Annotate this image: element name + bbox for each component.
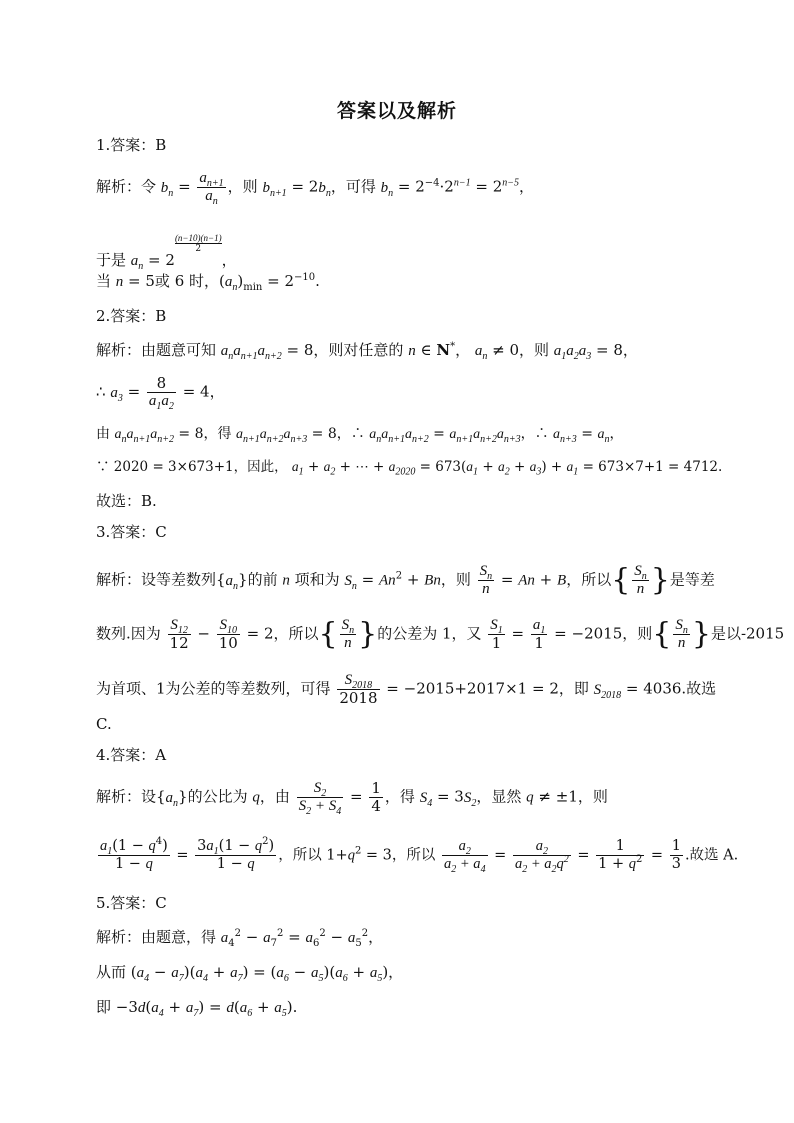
answer-2: 2.答案：B — [96, 307, 167, 325]
page-title: 答案以及解析 — [336, 100, 457, 122]
q3-line-1: 解析：设等差数列$\{a_n\}$的前 n 项和为 $S_n = An^2 + Bn$，则 $\frac{S_n}{n}$ = An + B，所以{ $\frac{S_n}{n}$ }是等差 — [96, 562, 715, 598]
fraction: $\frac{S_{12}}{12}$ — [169, 617, 189, 652]
q1-line-3: 当 n = 5或 6 时，$(a_n)_{min} = 2^{-10}$. — [96, 272, 320, 293]
q3-line-4: C. — [96, 715, 112, 733]
q5-line-3: 即 $-3d(a_4 + a_7) = d(a_6 + a_5)$. — [96, 998, 298, 1019]
fraction: $\frac{S_{10}}{10}$ — [218, 617, 238, 652]
q3-line-3: 为首项、1为公差的等差数列，可得 $\frac{S_{2018}}{2018}$ = −2015+2017×1 = 2，即 $S_{2018} = 4036$.故选 — [96, 672, 717, 707]
answer-3: 3.答案：C — [96, 523, 167, 541]
fraction: $\frac{a_{n+1}}{a_n}$ — [199, 170, 224, 207]
q5-line-2: 从而 $(a_4 - a_7)(a_4 + a_7) = (a_6 - a_5)(a_6 + a_5)$， — [96, 963, 404, 984]
q3-line-2: 数列.因为 $\frac{S_{12}}{12}$ − $\frac{S_{10}}{10}$ = 2，所以{ $\frac{S_n}{n}$ }的公差为 1，又 $\frac{S_1}{1}$ = $\frac{a_1}{1}$ = −2015，则{ $\frac{S_n}{n}$ }是以-2015 — [96, 616, 785, 652]
q2-line-5: 故选：B. — [96, 492, 157, 510]
q5-line-1: 解析：由题意，得 $a_4^2 - a_7^2 = a_6^2 - a_5^2$， — [96, 928, 384, 949]
answer-4: 4.答案：A — [96, 746, 167, 764]
solution-label: 解析：令 — [96, 177, 157, 196]
q2-line-4: ∵ 2020 = 3×673+1，因此， $a_1 + a_2$ + ⋯ + $a_{2020} = 673(a_1 + a_2 + a_3) + a_1 = 673\times 7+1 = 4712$. — [96, 459, 723, 478]
q1-line-1: 解析：令 $b_n$ = $\frac{a_{n+1}}{a_n}$ ，则 $b_{n+1} = 2b_n$，可得 $b_n = 2^{-4}\cdot 2^{n-1} = 2^{n-5}$， — [96, 170, 535, 207]
fraction: $\frac{a_1(1 - q^4)}{1 - q}$ — [100, 836, 168, 872]
q1-line-2: 于是 $a_n = 2$ $\frac{(n-10)(n-1)}{2}$ ， — [96, 233, 237, 272]
answer-1: 1.答案：B — [96, 136, 167, 154]
q2-line-3: 由 $a_na_{n+1}a_{n+2} = 8$，得 $a_{n+1}a_{n+2}a_{n+3} = 8$，∴ $a_na_{n+1}a_{n+2} = a_{n+1}a_{n+2}a_{n+3}$，∴ $a_{n+3} = a_n$， — [96, 426, 624, 445]
q2-line-2: ∴ $a_3$ = $\frac{8}{a_1a_2}$ = 4， — [96, 374, 225, 412]
fraction: $\frac{3a_1(1 - q^2)}{1 - q}$ — [197, 836, 275, 872]
q4-line-2: $\frac{a_1(1 - q^4)}{1 - q}$ = $\frac{3a_1(1 - q^2)}{1 - q}$ ，所以 $1+q^2 = 3$，所以 $\frac{a_2}{a_2 + a_4}$ = $\frac{a_2}{a_2 + a_2q^2}$ = $\frac{1}{1 + q^2}$ = $\frac{1}{3}$ .故选 A. — [100, 836, 739, 875]
fraction: $\frac{S_n}{n}$ — [479, 563, 493, 597]
fraction: $\frac{S_{2018}}{2018}$ — [339, 672, 378, 707]
answer-5: 5.答案：C — [96, 894, 167, 912]
q2-line-1: 解析：由题意可知 $a_na_{n+1}a_{n+2} = 8$，则对任意的 n ∈ N*， $a_n \ne 0$，则 $a_1a_2a_3 = 8$， — [96, 341, 638, 362]
fraction: $\frac{S_2}{S_2 + S_4}$ — [298, 780, 342, 817]
q4-line-1: 解析：设$\{a_n\}$的公比为 q，由 $\frac{S_2}{S_2 + S_4}$ = $\frac{1}{4}$ ，得 $S_4 = 3S_2$，显然 q ≠ ±1，则 — [96, 779, 608, 817]
fraction: $\frac{8}{a_1a_2}$ — [148, 374, 174, 412]
